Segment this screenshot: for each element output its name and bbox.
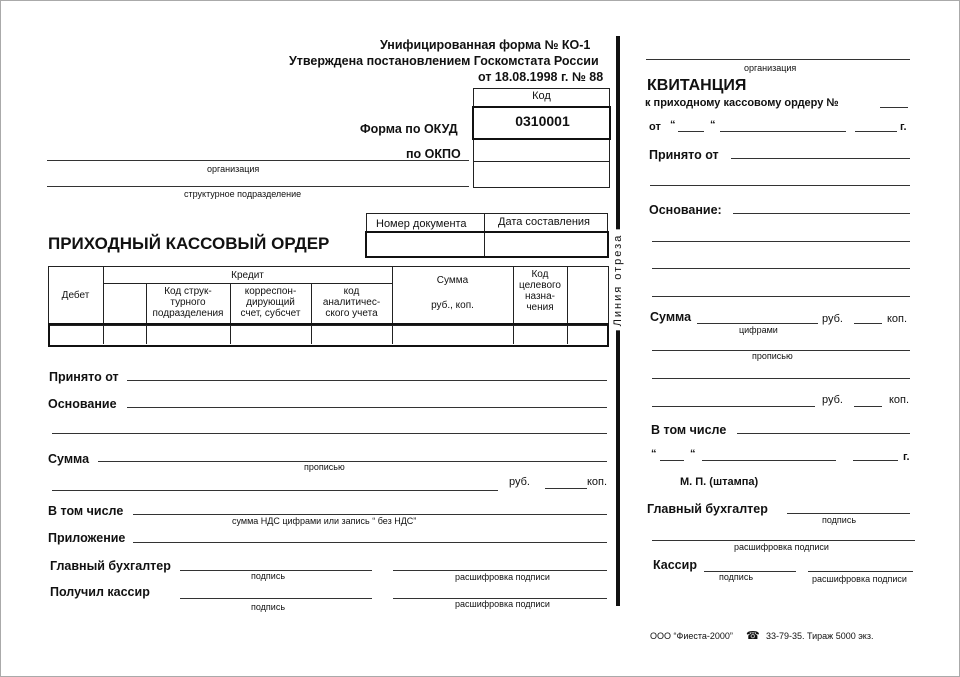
- receipt-quote-close: “: [710, 119, 716, 131]
- summa-rub: руб.: [509, 476, 530, 488]
- receipt-g: г.: [900, 121, 907, 133]
- receipt-propisyu-field-3[interactable]: [652, 406, 815, 407]
- receipt-propisyu-rub: руб.: [822, 394, 843, 406]
- receipt-summa-rub: руб.: [822, 313, 843, 325]
- receipt-glav-buh-label: Главный бухгалтер: [647, 502, 768, 516]
- receipt-month-field[interactable]: [720, 131, 846, 132]
- receipt-summa-kop-field[interactable]: [854, 323, 882, 324]
- receipt-organization-caption: организация: [744, 63, 797, 73]
- receipt-osnovanie-field-4[interactable]: [652, 296, 910, 297]
- receipt-summa-ciframi-field[interactable]: [697, 323, 818, 324]
- receipt-osnovanie-field-2[interactable]: [652, 241, 910, 242]
- receipt-propisyu-caption: прописью: [752, 351, 793, 361]
- subdivision-caption: структурное подразделение: [184, 189, 302, 199]
- receipt-v-tom-chisle-field[interactable]: [737, 433, 910, 434]
- summa-kop-field[interactable]: [545, 488, 587, 489]
- receipt-prinyato-ot-field-2[interactable]: [650, 185, 910, 186]
- receipt-osnovanie-field[interactable]: [733, 213, 910, 214]
- kod-struct-header: Код струк- турного подразделения: [152, 286, 224, 319]
- receipt-propisyu-kop-field[interactable]: [854, 406, 882, 407]
- nds-caption: сумма НДС цифрами или запись “ без НДС”: [232, 516, 417, 526]
- glav-buh-name-field[interactable]: [393, 570, 607, 571]
- summa-field-2[interactable]: [52, 490, 498, 491]
- receipt-organization-line[interactable]: [646, 59, 910, 60]
- receipt-glav-buh-rasshifrovka: расшифровка подписи: [734, 542, 829, 552]
- receipt-month-field-2[interactable]: [702, 460, 836, 461]
- receipt-summa-kop: коп.: [887, 313, 908, 325]
- receipt-year-field[interactable]: [855, 131, 897, 132]
- receipt-kassir-rasshifrovka: расшифровка подписи: [812, 574, 907, 584]
- receipt-propisyu-kop: коп.: [889, 394, 910, 406]
- prilozhenie-field[interactable]: [133, 542, 607, 543]
- korresp-header: корреспон- дирующий счет, субсчет: [240, 286, 301, 319]
- receipt-year-field-2[interactable]: [853, 460, 898, 461]
- receipt-prinyato-ot-field[interactable]: [731, 158, 910, 159]
- okud-label: Форма по ОКУД: [360, 122, 458, 136]
- prilozhenie-label: Приложение: [48, 531, 126, 545]
- receipt-kassir-label: Кассир: [653, 558, 697, 572]
- receipt-quote-open: “: [670, 119, 676, 131]
- okpo-divider: [473, 161, 610, 162]
- subdivision-line[interactable]: [47, 186, 469, 187]
- okud-value: 0310001: [515, 113, 570, 129]
- receipt-day-field[interactable]: [678, 131, 704, 132]
- receipt-kassir-name-field[interactable]: [808, 571, 913, 572]
- receipt-glav-buh-sign-field[interactable]: [787, 513, 910, 514]
- order-title: ПРИХОДНЫЙ КАССОВЫЙ ОРДЕР: [48, 234, 330, 253]
- receipt-mp-stamp: М. П. (штампа): [680, 476, 759, 488]
- table-data-row[interactable]: [48, 323, 609, 347]
- receipt-glav-buh-podpis: подпись: [822, 515, 857, 525]
- receipt-number-field[interactable]: [880, 107, 908, 108]
- receipt-quote-close-2: “: [690, 448, 696, 460]
- receipt-summa-label: Сумма: [650, 310, 692, 324]
- glav-buh-podpis: подпись: [251, 571, 286, 581]
- form-approval-date: от 18.08.1998 г. № 88: [478, 70, 604, 84]
- summa-kop: коп.: [587, 476, 608, 488]
- v-tom-chisle-label: В том числе: [48, 504, 124, 518]
- doc-number-date-cells[interactable]: [365, 231, 609, 258]
- kod-celevogo-header: Код целевого назна- чения: [519, 269, 561, 313]
- prinyato-ot-label: Принято от: [49, 370, 119, 384]
- phone-icon: ☎: [746, 630, 760, 642]
- kredit-header: Кредит: [231, 270, 264, 281]
- receipt-osnovanie-label: Основание:: [649, 203, 722, 217]
- glav-buh-rasshifrovka: расшифровка подписи: [455, 572, 550, 582]
- poluchil-kassir-label: Получил кассир: [50, 585, 150, 599]
- osnovanie-field[interactable]: [127, 407, 607, 408]
- receipt-glav-buh-name-field[interactable]: [652, 540, 915, 541]
- receipt-propisyu-field-2[interactable]: [652, 378, 910, 379]
- footer-publisher: ООО “Фиеста-2000”: [650, 631, 733, 641]
- osnovanie-field-2[interactable]: [52, 433, 607, 434]
- kassir-rasshifrovka: расшифровка подписи: [455, 599, 550, 609]
- summa-label: Сумма: [48, 452, 90, 466]
- receipt-subtitle: к приходному кассовому ордеру №: [645, 97, 839, 109]
- footer-info: 33-79-35. Тираж 5000 экз.: [766, 631, 874, 641]
- receipt-quote-open-2: “: [651, 448, 657, 460]
- organization-line[interactable]: [47, 160, 469, 161]
- organization-caption: организация: [207, 164, 260, 174]
- kassir-podpis: подпись: [251, 602, 286, 612]
- receipt-title: КВИТАНЦИЯ: [647, 77, 747, 94]
- doc-number-header: Номер документа: [376, 218, 467, 230]
- v-tom-chisle-field[interactable]: [133, 514, 607, 515]
- debet-header: Дебет: [61, 290, 90, 301]
- cut-line-label: Линия отреза: [612, 230, 624, 331]
- glav-buh-label: Главный бухгалтер: [50, 559, 171, 573]
- form-approval: Утверждена постановлением Госкомстата России: [289, 54, 599, 68]
- receipt-v-tom-chisle-label: В том числе: [651, 423, 727, 437]
- doc-date-header: Дата составления: [498, 216, 590, 228]
- receipt-g-2: г.: [903, 451, 910, 463]
- kassir-sign-field[interactable]: [180, 598, 372, 599]
- okpo-label: по ОКПО: [406, 147, 461, 161]
- receipt-ciframi-caption: цифрами: [739, 325, 778, 335]
- summa-field[interactable]: [98, 461, 607, 462]
- receipt-kassir-podpis: подпись: [719, 572, 754, 582]
- osnovanie-label: Основание: [48, 397, 117, 411]
- form-name: Унифицированная форма № КО-1: [380, 38, 591, 52]
- receipt-day-field-2[interactable]: [660, 460, 684, 461]
- summa-propisyu-caption: прописью: [304, 462, 345, 472]
- receipt-osnovanie-field-3[interactable]: [652, 268, 910, 269]
- kod-header: Код: [532, 90, 551, 102]
- receipt-ot: от: [649, 121, 661, 133]
- summa-header: Сумма: [436, 275, 469, 286]
- prinyato-ot-field[interactable]: [127, 380, 607, 381]
- summa-unit: руб., коп.: [431, 300, 474, 311]
- receipt-prinyato-ot-label: Принято от: [649, 148, 719, 162]
- kod-anal-header: код аналитичес- ского учета: [322, 286, 381, 319]
